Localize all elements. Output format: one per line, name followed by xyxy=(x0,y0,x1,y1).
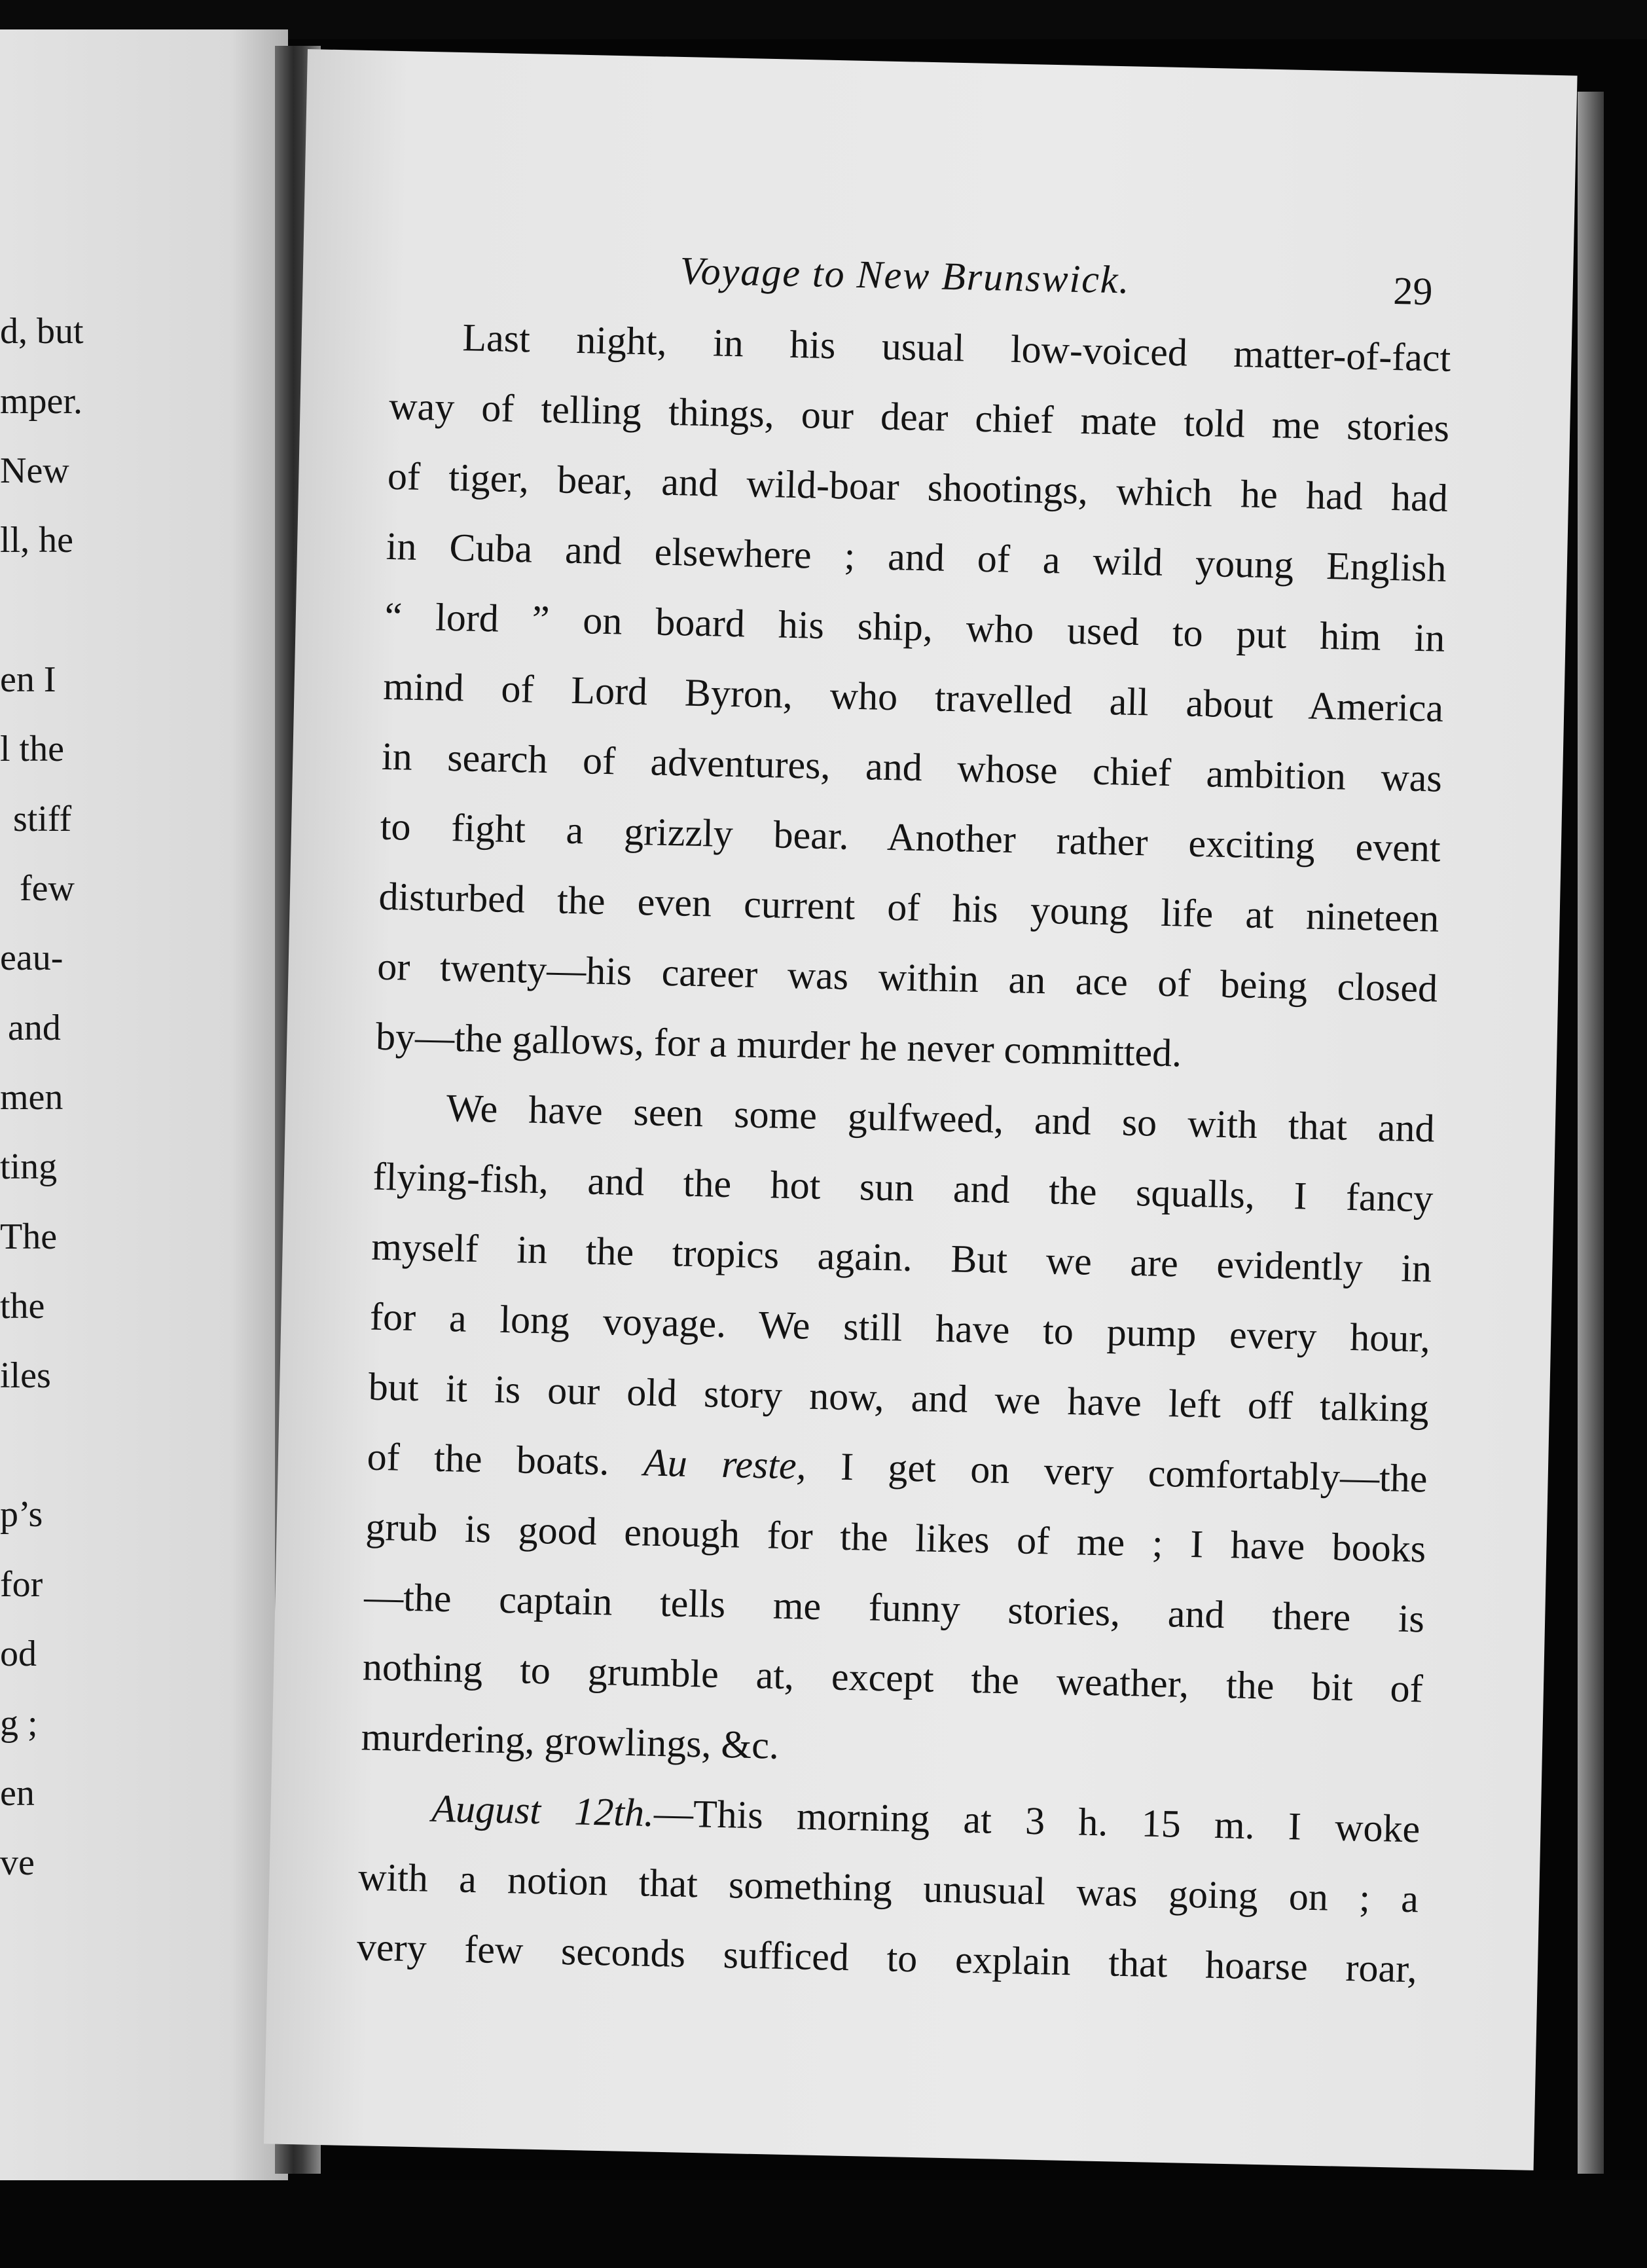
text-line: murdering, growlings, &c. xyxy=(361,1715,780,1767)
page-edge-shadow xyxy=(1578,92,1604,2174)
text-line: of tiger, bear, and wild-boar shootings, which he had had xyxy=(387,454,1449,520)
paragraph xyxy=(356,1772,1421,2004)
text-line: with a notion that something unusual was going on ; a xyxy=(357,1855,1419,1921)
previous-page-fragment: eau- xyxy=(0,938,63,978)
text-segment: of the boats. xyxy=(367,1435,610,1484)
previous-page xyxy=(0,29,288,2184)
page-text xyxy=(356,229,1453,2004)
previous-page-fragment: od xyxy=(0,1634,37,1674)
previous-page-fragment: en xyxy=(0,1773,35,1814)
scan-bottom-border xyxy=(0,2180,1647,2268)
page-number: 29 xyxy=(1392,269,1434,314)
text-segment: I get on very comfortably—the xyxy=(840,1444,1428,1501)
previous-page-fragment: iles xyxy=(0,1355,51,1396)
previous-page-fragment: men xyxy=(0,1077,63,1118)
text-line: We have seen some gulfweed, and so with that and xyxy=(446,1086,1436,1150)
text-line: nothing to grumble at, except the weather, the bit of xyxy=(362,1645,1424,1711)
previous-page-fragment: p’s xyxy=(0,1494,43,1535)
text-line: grub is good enough for the likes of me ; I have books xyxy=(365,1505,1426,1571)
previous-page-fragment: stiff xyxy=(13,799,72,839)
previous-page-fragment: for xyxy=(0,1564,43,1605)
text-line: but it is our old story now, and we have left off talking xyxy=(368,1364,1430,1431)
text-line: Last night, in his usual low-voiced matter-of-fact xyxy=(462,316,1451,380)
text-line: in search of adventures, and whose chief ambition was xyxy=(381,734,1443,800)
text-line: flying-fish, and the hot sun and the squalls, I fancy xyxy=(372,1154,1434,1220)
diary-date: August 12th. xyxy=(431,1786,655,1835)
text-line: myself in the tropics again. But we are evidently in xyxy=(371,1224,1432,1290)
text-line: or twenty—his career was within an ace of being closed xyxy=(376,944,1438,1010)
text-line: by—the gallows, for a murder he never committed. xyxy=(375,1014,1182,1075)
previous-page-fragment: few xyxy=(20,868,75,909)
text-line: in Cuba and elsewhere ; and of a wild young English xyxy=(386,524,1447,590)
text-line: “ lord ” on board his ship, who used to put him in xyxy=(384,594,1445,660)
previous-page-fragment: The xyxy=(0,1216,58,1257)
text-line: way of telling things, our dear chief mate told me stories xyxy=(388,384,1450,450)
previous-page-fragment: ve xyxy=(0,1842,35,1883)
text-line: very few seconds sufficed to explain that hoarse roar, xyxy=(356,1925,1418,1991)
text-line: for a long voyage. We still have to pump every hour, xyxy=(369,1294,1431,1361)
previous-page-fragment: en I xyxy=(0,659,56,700)
previous-page-fragment: and xyxy=(8,1008,61,1048)
previous-page-fragment: l the xyxy=(0,729,64,769)
previous-page-fragment: New xyxy=(0,450,69,491)
text-line: —the captain tells me funny stories, and there is xyxy=(363,1575,1425,1641)
previous-page-fragment: ll, he xyxy=(0,520,73,560)
italic-phrase: Au reste, xyxy=(643,1440,807,1488)
paragraph xyxy=(361,1072,1436,1795)
previous-page-fragment: the xyxy=(0,1286,45,1326)
previous-page-fragment: ting xyxy=(0,1146,58,1187)
text-line: disturbed the even current of his young life at nineteen xyxy=(378,874,1439,940)
paragraph xyxy=(375,301,1451,1094)
previous-page-fragment: d, but xyxy=(0,311,84,352)
text-line: to fight a grizzly bear. Another rather exciting event xyxy=(380,804,1441,870)
previous-page-fragment: g ; xyxy=(0,1703,38,1744)
previous-page-fragment: mper. xyxy=(0,381,82,422)
text-line: mind of Lord Byron, who travelled all about America xyxy=(382,664,1444,730)
running-head: Voyage to New Brunswick. xyxy=(679,249,1131,302)
text-segment: —This morning at 3 h. 15 m. I woke xyxy=(653,1791,1421,1851)
